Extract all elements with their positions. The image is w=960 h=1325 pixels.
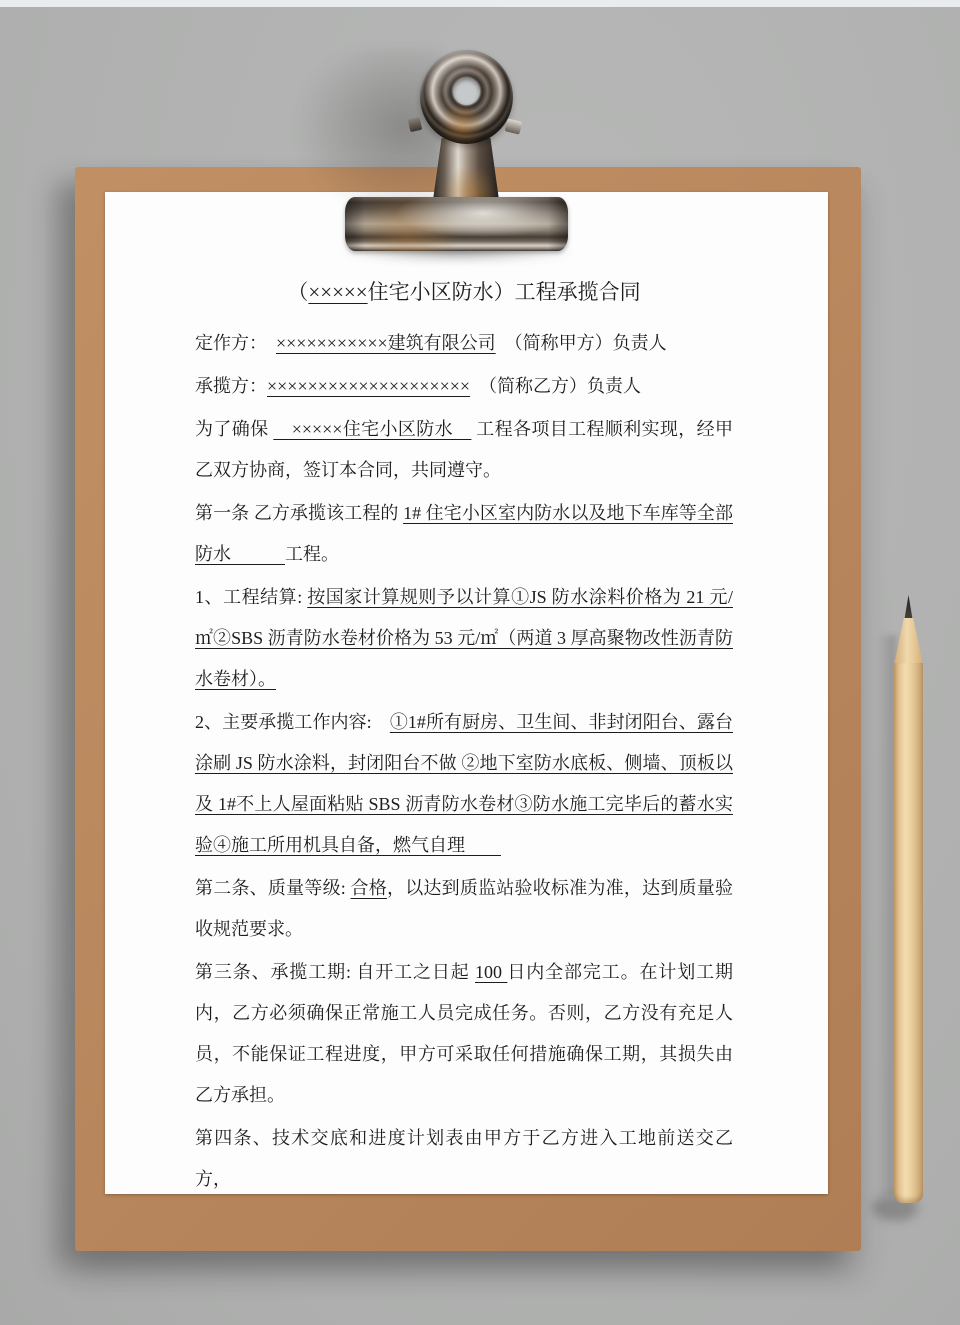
text-segment: （	[287, 280, 309, 304]
text-segment: 第一条 乙方承揽该工程的	[195, 503, 404, 523]
wooden-pencil	[894, 595, 923, 1229]
text-segment: （简称乙方）负责人	[470, 376, 642, 396]
clip-screw-left	[408, 117, 422, 132]
contract-paragraph	[195, 702, 733, 866]
text-segment: 第四条、技术交底和进度计划表由甲方于乙方进入工地前送交乙方，	[195, 1128, 733, 1189]
text-segment: ×××××	[308, 280, 368, 304]
contract-paragraph	[195, 493, 733, 575]
contract-paragraph	[195, 1118, 733, 1200]
text-segment: 第二条、质量等级:	[195, 878, 351, 898]
text-segment: 工程。	[285, 544, 339, 564]
clip-bar	[345, 197, 568, 251]
contract-paper	[105, 192, 828, 1194]
text-segment: ①1#所有厨房、卫生间、非封闭阳台、露台涂刷 JS 防水涂料，封闭阳台不做 ②地下室防水底板、侧墙、顶板以及 1#不上人屋面粘贴 SBS 沥青防水卷材③防水施工完毕后的蓄水实验④施工所用机具自备，燃气自理	[195, 712, 734, 855]
contract-paragraph	[195, 577, 733, 700]
text-segment: ，以达到质监站验收标准为准，达到质量验收规范要求。	[195, 878, 733, 939]
text-segment: 合格	[350, 878, 387, 898]
text-segment: ××××××××××××××××××××	[267, 376, 471, 396]
text-segment: ×××××住宅小区防水	[273, 419, 472, 439]
text-segment: 按国家计算规则予以计算①JS 防水涂料价格为 21 元/㎡②SBS 沥青防水卷材价格为 53 元/㎡（两道 3 厚高聚物改性沥青防水卷材）。	[195, 587, 733, 689]
text-segment: 1、工程结算:	[195, 587, 308, 607]
text-segment: 第三条、承揽工期: 自开工之日起	[195, 962, 475, 982]
text-segment: 工程各项目工程顺利实现，经甲乙双方协商，签订本合同，共同遵守。	[195, 419, 733, 480]
clip-neck	[433, 138, 499, 200]
contract-paragraph	[195, 323, 733, 364]
contract-paragraph	[195, 409, 733, 491]
text-segment: 为了确保	[195, 419, 274, 439]
pencil-body	[894, 663, 923, 1203]
text-segment: 住宅小区防水）工程承揽合同	[367, 280, 641, 304]
contract-paragraph	[195, 366, 733, 407]
text-segment: 承揽方：	[195, 376, 267, 396]
pencil-graphite-tip	[904, 595, 913, 622]
contract-body	[195, 323, 733, 1200]
text-segment: 日内全部完工。在计划工期内，乙方必须确保正常施工人员完成任务。否则，乙方没有充足人员，不能保证工程进度，甲方可采取任何措施确保工期，其损失由乙方承担。	[195, 962, 733, 1105]
clip-screw-right	[505, 118, 523, 134]
text-segment: 1# 住宅小区室内防水以及地下车库等全部防水	[195, 503, 734, 564]
clip-ring-hole	[453, 78, 480, 105]
contract-paragraph	[195, 868, 733, 950]
clip-ring	[420, 50, 513, 144]
text-segment: ×××××××××××建筑有限公司	[276, 333, 496, 353]
text-segment: 100	[475, 962, 508, 982]
text-segment: 2、主要承揽工作内容:	[195, 712, 390, 732]
text-segment: 定作方：	[195, 333, 276, 353]
contract-title	[195, 272, 733, 313]
background-top-strip	[0, 0, 960, 7]
text-segment: （简称甲方）负责人	[495, 333, 667, 353]
pencil-wood-cone	[894, 618, 923, 665]
contract-paragraph	[195, 952, 733, 1116]
